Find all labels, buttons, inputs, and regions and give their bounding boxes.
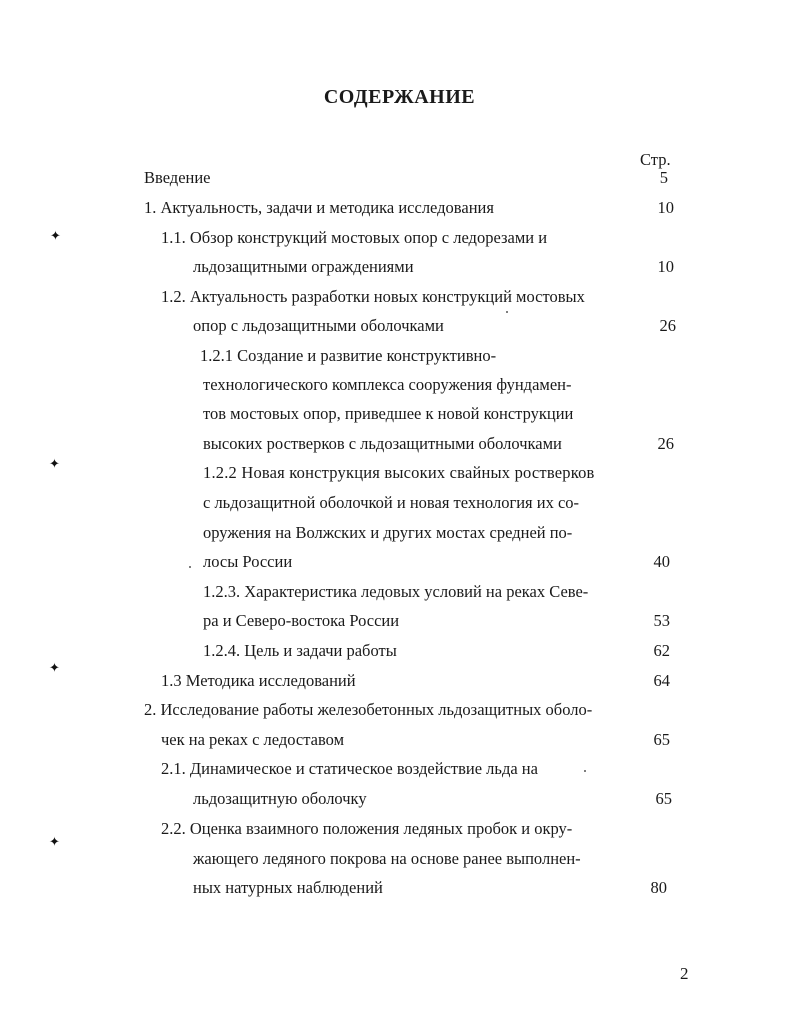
toc-entry-1-2: 1.2. Актуальность разработки новых конструкций мостовых (161, 287, 585, 306)
toc-entry-2-2: 2.2. Оценка взаимного положения ледяных пробок и окру- (161, 819, 573, 838)
toc-page-1-3: 64 (653, 671, 670, 690)
toc-entry-1-3: 1.3 Методика исследований (161, 671, 356, 690)
toc-entry-1-2-2: 1.2.2 Новая конструкция высоких свайных ростверков (203, 463, 595, 482)
toc-entry-2-1: 2.1. Динамическое и статическое воздействие льда на (161, 759, 538, 778)
toc-page-1-1: 10 (657, 257, 674, 276)
toc-entry-1-2-4: 1.2.4. Цель и задачи работы (203, 641, 397, 660)
toc-entry-1-2-3: 1.2.3. Характеристика ледовых условий на реках Севе- (203, 582, 589, 601)
toc-page-2-1: 65 (655, 789, 672, 808)
toc-entry-1-2-1-cont3: высоких ростверков с льдозащитными оболочками (203, 434, 562, 453)
toc-page-1: 10 (657, 198, 674, 217)
toc-entry-1-2-2-cont1: с льдозащитной оболочкой и новая технология их со- (203, 493, 580, 512)
page-number: 2 (680, 964, 689, 983)
toc-entry-1-2-2-cont2: оружения на Волжских и других мостах средней по- (203, 523, 573, 542)
scan-speck (189, 566, 191, 568)
toc-entry-2: 2. Исследование работы железобетонных льдозащитных оболо- (144, 700, 593, 719)
toc-entry-1-1: 1.1. Обзор конструкций мостовых опор с ледорезами и (161, 228, 548, 247)
page-column-header: Стр. (640, 150, 671, 169)
toc-entry-1: 1. Актуальность, задачи и методика исследования (144, 198, 494, 217)
toc-page-2: 65 (653, 730, 670, 749)
toc-entry-1-2-1: 1.2.1 Создание и развитие конструктивно- (200, 346, 497, 365)
toc-entry-1-2-1-cont1: технологического комплекса сооружения фундамен- (203, 375, 572, 394)
toc-page-intro: 5 (659, 168, 668, 187)
toc-entry-2-1-cont: льдозащитную оболочку (193, 789, 367, 808)
toc-page-1-2: 26 (659, 316, 676, 335)
toc-page-2-2: 80 (650, 878, 667, 897)
toc-entry-2-2-cont2: ных натурных наблюдений (193, 878, 383, 897)
toc-entry-1-2-1-cont2: тов мостовых опор, приведшее к новой конструкции (203, 404, 574, 423)
document-title: СОДЕРЖАНИЕ (323, 86, 476, 108)
scan-speck (506, 311, 508, 313)
toc-entry-1-1-cont: льдозащитными ограждениями (193, 257, 414, 276)
scan-mark-icon: ✦ (49, 456, 60, 471)
toc-entry-2-2-cont1: жающего ледяного покрова на основе ранее выполнен- (193, 849, 581, 868)
toc-entry-2-cont: чек на реках с ледоставом (161, 730, 345, 749)
toc-entry-1-2-3-cont: ра и Северо-востока России (203, 611, 400, 630)
toc-page-1-2-1: 26 (657, 434, 674, 453)
scan-speck (584, 770, 586, 772)
scan-mark-icon: ✦ (49, 834, 60, 849)
scan-mark-icon: ✦ (49, 660, 60, 675)
toc-entry-1-2-cont: опор с льдозащитными оболочками (193, 316, 444, 335)
scan-mark-icon: ✦ (50, 228, 61, 243)
toc-entry-intro: Введение (144, 168, 211, 187)
toc-page-1-2-2: 40 (653, 552, 670, 571)
toc-page-1-2-4: 62 (653, 641, 670, 660)
toc-entry-1-2-2-cont3: лосы России (203, 552, 293, 571)
toc-page-1-2-3: 53 (653, 611, 670, 630)
